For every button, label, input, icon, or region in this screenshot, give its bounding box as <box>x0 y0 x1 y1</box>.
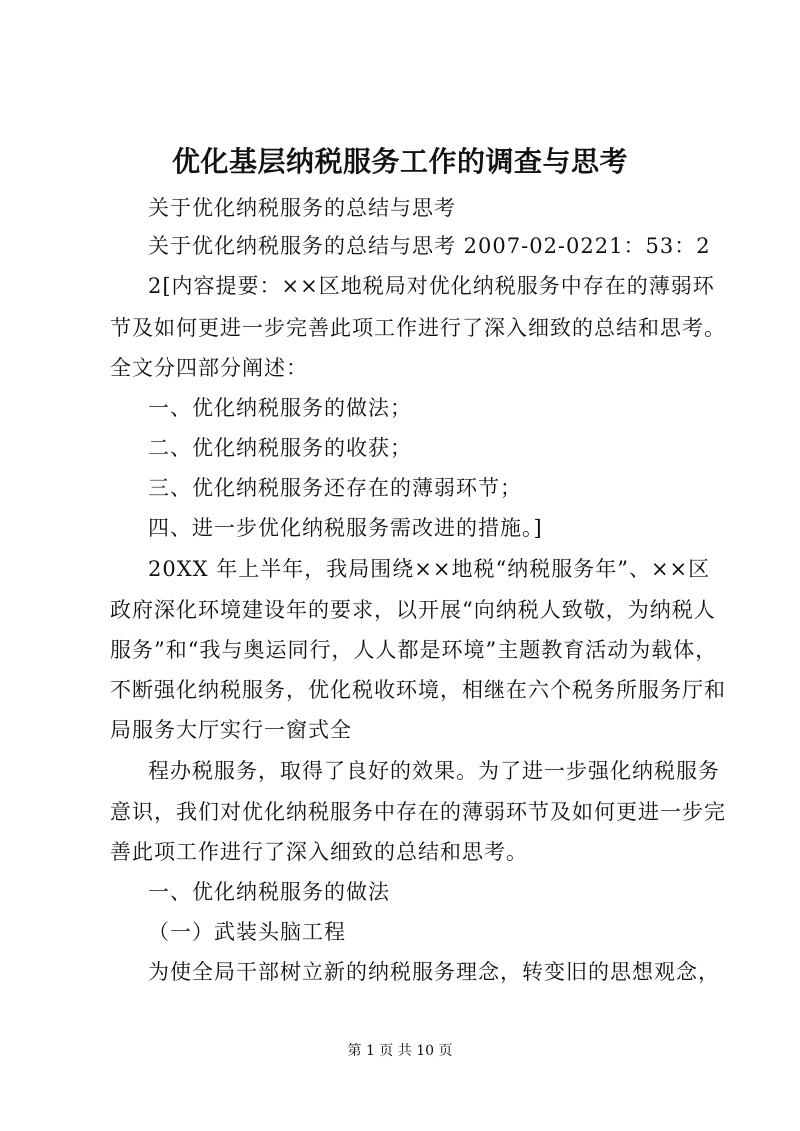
body-line: 一、优化纳税服务的做法； <box>148 396 412 420</box>
body-line: 意识，我们对优化纳税服务中存在的薄弱环节及如何更进一步完 <box>110 800 726 824</box>
subsection-heading: （一）武装头脑工程 <box>148 920 346 944</box>
body-line: 三、优化纳税服务还存在的薄弱环节； <box>148 476 522 500</box>
body-line: 全文分四部分阐述： <box>110 356 308 380</box>
body-line: 局服务大厅实行一窗式全 <box>110 718 352 742</box>
body-line: 节及如何更进一步完善此项工作进行了深入细致的总结和思考。 <box>110 316 726 340</box>
body-line: 关于优化纳税服务的总结与思考 2007-02-0221：53：2 <box>148 234 711 258</box>
body-line: 四、进一步优化纳税服务需改进的措施。] <box>148 516 543 540</box>
body-line: 程办税服务，取得了良好的效果。为了进一步强化纳税服务 <box>148 759 720 783</box>
body-line: 关于优化纳税服务的总结与思考 <box>148 196 456 220</box>
body-line: 2[内容提要：××区地税局对优化纳税服务中存在的薄弱环 <box>148 274 715 298</box>
section-heading: 一、优化纳税服务的做法 <box>148 880 390 904</box>
body-line: 二、优化纳税服务的收获； <box>148 436 412 460</box>
body-line: 为使全局干部树立新的纳税服务理念，转变旧的思想观念， <box>148 960 720 984</box>
body-line: 服务”和“我与奥运同行，人人都是环境”主题教育活动为载体， <box>110 638 718 662</box>
document-title: 优化基层纳税服务工作的调查与思考 <box>171 145 628 178</box>
body-line: 善此项工作进行了深入细致的总结和思考。 <box>110 840 528 864</box>
body-line: 20XX 年上半年，我局围绕××地税“纳税服务年”、××区 <box>148 557 711 581</box>
body-line: 政府深化环境建设年的要求，以开展“向纳税人致敬，为纳税人 <box>110 598 716 622</box>
page-footer: 第 1 页 共 10 页 <box>347 1043 453 1059</box>
body-line: 不断强化纳税服务，优化税收环境，相继在六个税务所服务厅和 <box>110 678 726 702</box>
